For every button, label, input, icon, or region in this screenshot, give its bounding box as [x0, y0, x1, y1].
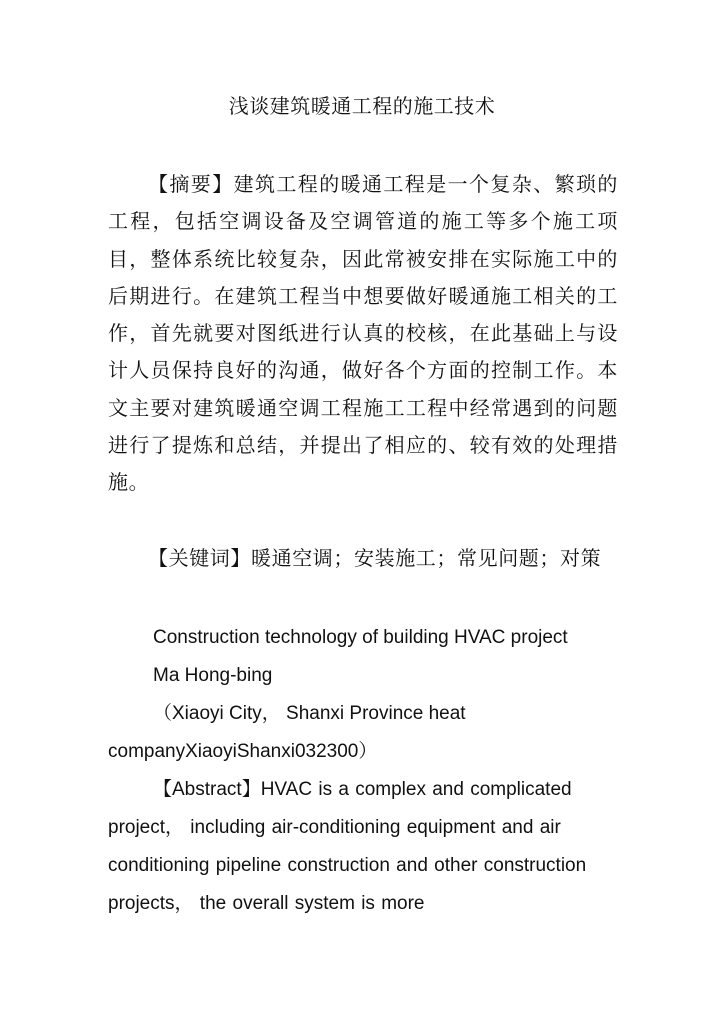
abstract-en: 【Abstract】HVAC is a complex and complicated project， including air-conditioning equipment and air conditioning pipeline construction and other construction projects， the overall system is more [108, 779, 587, 914]
abstract-cn: 【摘要】建筑工程的暖通工程是一个复杂、繁琐的工程，包括空调设备及空调管道的施工等多个施工项目，整体系统比较复杂，因此常被安排在实际施工中的后期进行。在建筑工程当中想要做好暖通施工相关的工作，首先就要对图纸进行认真的校核，在此基础上与设计人员保持良好的沟通，做好各个方面的控制工作。本文主要对建筑暖通空调工程施工工程中经常遇到的问题进行了提炼和总结，并提出了相应的、较有效的处理措施。 [108, 172, 618, 495]
english-title: Construction technology of building HVAC project [153, 627, 568, 648]
page-title: 浅谈建筑暖通工程的施工技术 [228, 94, 496, 118]
keywords-cn: 【关键词】暖通空调；安装施工；常见问题；对策 [148, 546, 602, 570]
english-author: Ma Hong-bing [153, 665, 273, 686]
english-affiliation: （Xiaoyi City， Shanxi Province heat companyXiaoyiShanxi032300） [108, 703, 466, 762]
